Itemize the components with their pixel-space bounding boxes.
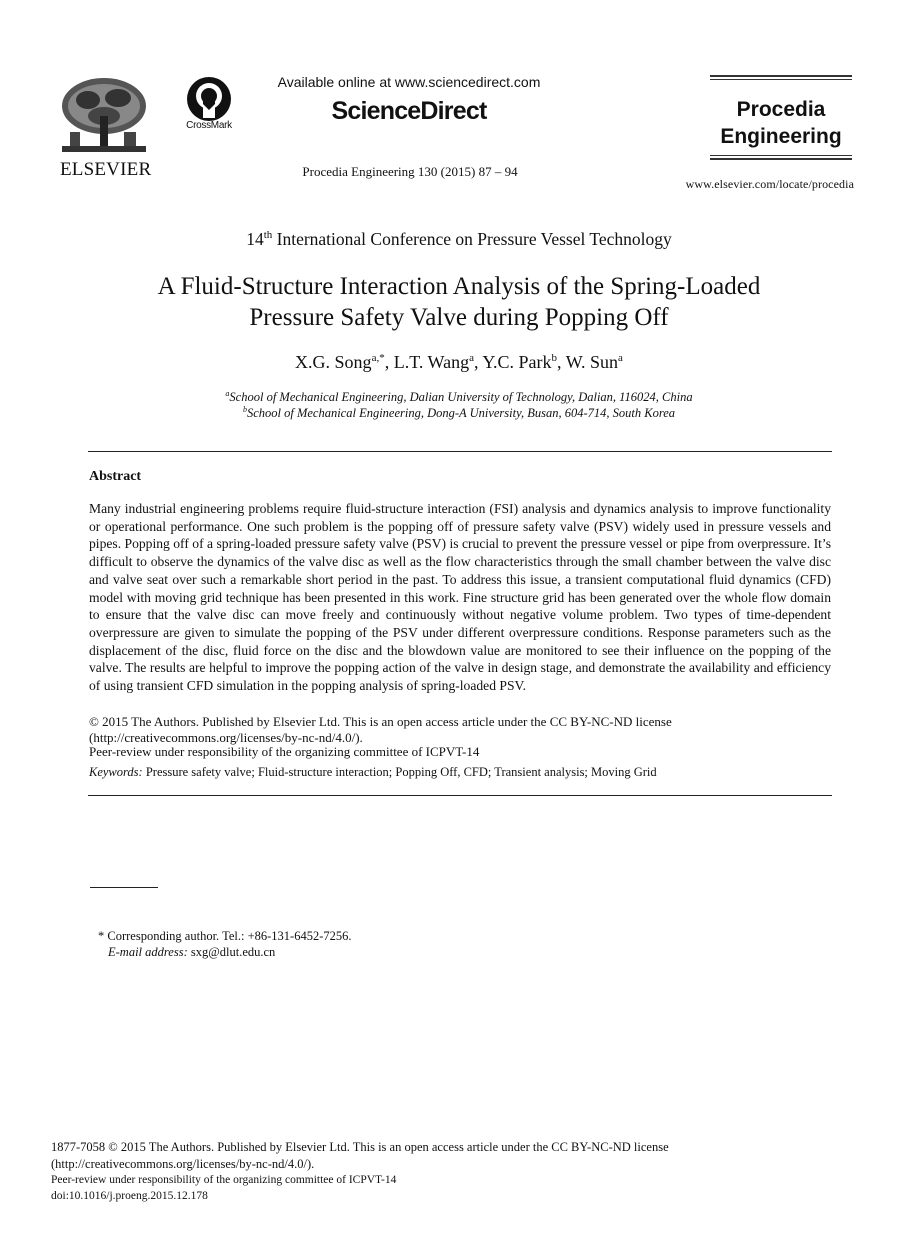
author-affil-sup: a bbox=[618, 352, 623, 364]
abstract-top-divider bbox=[88, 451, 832, 452]
author-sep: , bbox=[384, 352, 394, 372]
license-line1: © 2015 The Authors. Published by Elsevier Ltd. This is an open access article under the CC BY-NC-ND license bbox=[89, 714, 672, 729]
keywords-line bbox=[89, 765, 831, 780]
elsevier-tree-logo bbox=[58, 76, 150, 156]
keywords-label: Keywords: bbox=[89, 765, 143, 779]
author-name: W. Sun bbox=[565, 352, 619, 372]
journal-top-rule-thin bbox=[710, 79, 852, 80]
conference-number: 14 bbox=[246, 229, 264, 249]
journal-top-rule bbox=[710, 75, 852, 77]
available-online-text: Available online at www.sciencedirect.com bbox=[277, 74, 541, 90]
crossmark-icon[interactable] bbox=[186, 76, 232, 122]
license-link[interactable]: (http://creativecommons.org/licenses/by-nc-nd/4.0/). bbox=[89, 729, 363, 745]
affiliation-a-sup: a bbox=[225, 389, 230, 398]
footer-doi-link[interactable]: doi:10.1016/j.proeng.2015.12.178 bbox=[51, 1190, 208, 1202]
conference-ordinal: th bbox=[263, 229, 273, 242]
sciencedirect-logo: ScienceDirect bbox=[331, 97, 487, 125]
footer-peer-review: Peer-review under responsibility of the organizing committee of ICPVT-14 bbox=[51, 1174, 397, 1186]
footnote-divider bbox=[90, 887, 158, 888]
article-title bbox=[60, 271, 858, 333]
affiliation-b-text: School of Mechanical Engineering, Dong-A University, Busan, 604-714, South Korea bbox=[246, 406, 676, 421]
corresponding-author-note: * Corresponding author. Tel.: +86-131-6452-7256. bbox=[98, 929, 352, 943]
peer-review-statement: Peer-review under responsibility of the organizing committee of ICPVT-14 bbox=[89, 744, 480, 759]
author-affil-sup: b bbox=[551, 352, 557, 364]
author-affil-sup: a,* bbox=[371, 352, 385, 364]
abstract-heading: Abstract bbox=[89, 469, 142, 484]
author-name: Y.C. Park bbox=[482, 352, 552, 372]
affiliation-a bbox=[100, 389, 818, 405]
author-list bbox=[100, 352, 818, 373]
conference-name bbox=[100, 229, 818, 250]
author-sep: , bbox=[473, 352, 483, 372]
footer-issn-license: 1877-7058 © 2015 The Authors. Published by Elsevier Ltd. This is an open access article under the CC BY-NC-ND license bbox=[51, 1140, 669, 1154]
abstract-bottom-divider bbox=[88, 795, 832, 796]
author-affil-sup: a bbox=[469, 352, 474, 364]
journal-title-line2: Engineering bbox=[720, 125, 842, 148]
article-title-line2: Pressure Safety Valve during Popping Off bbox=[249, 304, 669, 331]
license-statement bbox=[89, 714, 831, 745]
email-address-link[interactable]: sxg@dlut.edu.cn bbox=[187, 945, 276, 959]
journal-title bbox=[708, 96, 854, 150]
author-name: L.T. Wang bbox=[393, 352, 470, 372]
journal-bottom-rule-thin bbox=[710, 155, 852, 156]
journal-citation: Procedia Engineering 130 (2015) 87 – 94 bbox=[302, 164, 518, 179]
author-name: X.G. Song bbox=[295, 352, 372, 372]
crossmark-label: CrossMark bbox=[186, 120, 232, 131]
affiliation-b-sup: b bbox=[242, 405, 247, 414]
journal-bottom-rule bbox=[710, 158, 852, 160]
keywords-list: Pressure safety valve; Fluid-structure interaction; Popping Off, CFD; Transient analysis; Moving Grid bbox=[142, 765, 657, 779]
journal-title-line1: Procedia bbox=[736, 98, 826, 121]
email-label: E-mail address: bbox=[108, 945, 188, 959]
journal-url-link[interactable]: www.elsevier.com/locate/procedia bbox=[685, 177, 854, 191]
elsevier-wordmark: ELSEVIER bbox=[60, 159, 152, 180]
email-note bbox=[108, 945, 275, 960]
footer-license-link[interactable]: (http://creativecommons.org/licenses/by-nc-nd/4.0/). bbox=[51, 1157, 315, 1171]
conference-rest: International Conference on Pressure Vessel Technology bbox=[272, 229, 672, 249]
affiliation-a-text: School of Mechanical Engineering, Dalian University of Technology, Dalian, 116024, China bbox=[229, 390, 693, 405]
affiliation-b bbox=[100, 405, 818, 421]
article-title-line1: A Fluid-Structure Interaction Analysis of the Spring-Loaded bbox=[157, 273, 761, 300]
abstract-body: Many industrial engineering problems require fluid-structure interaction (FSI) analysis and dynamics analysis to improve functionality or operational performance. One such problem is the popping off of pressure safety valve (PSV) widely used in pressure vessels and pipes. Popping off of a spring-loaded pressure safety valve (PSV) is crucial to prevent the pressure vessel or pipe from overpressure. It’s difficult to observe the dynamics of the valve disc as well as the flow characteristics through the small chamber between the valve disc and valve seat over such a remarkable short period in the past. To address this issue, a transient computational fluid dynamics (CFD) model with moving grid technique has been presented in this work. Fine structure grid has been generated over the whole flow domain to ensure that the valve disc can move freely and continuously without negative volume problem. Two types of time-dependent overpressure are given to simulate the popping of the PSV under different overpressure conditions. Response parameters such as the displacement of the disc, fluid force on the disc and the blowdown value are monitored to see their influence on the popping of the valve. The results are helpful to improve the popping action of the valve in design stage, and demonstrate the availability and efficiency of using transient CFD simulation in the popping analysis of spring-loaded PSV. bbox=[89, 501, 831, 694]
author-sep: , bbox=[557, 352, 566, 372]
